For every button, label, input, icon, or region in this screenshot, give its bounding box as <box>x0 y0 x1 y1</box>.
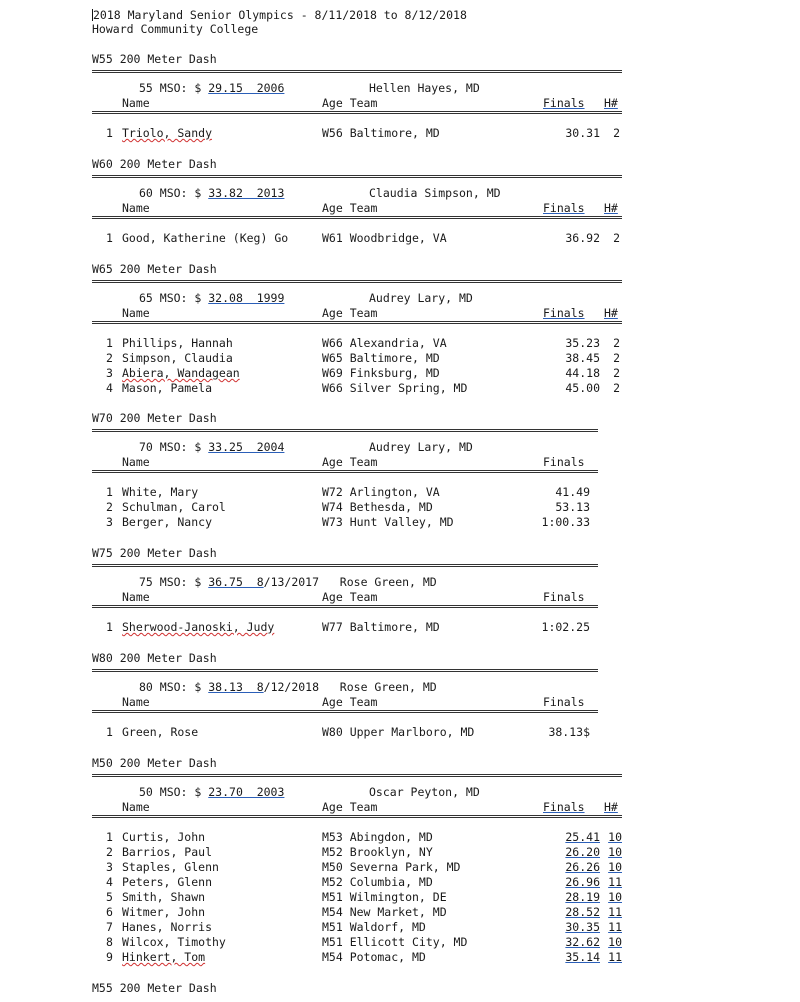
athlete-name: Schulman, Carol <box>122 500 226 514</box>
heat-number: 2 <box>613 351 620 365</box>
place-number: 8 <box>106 935 113 949</box>
record-value: 38.13 8 <box>208 680 264 694</box>
column-header-name: Name <box>122 201 150 215</box>
record-label: 80 MSO: $ <box>139 680 209 694</box>
column-header-heat: H# <box>604 800 618 814</box>
record-line <box>139 186 284 200</box>
place-number: 1 <box>106 725 113 739</box>
event-title: W70 200 Meter Dash <box>92 411 217 425</box>
column-header-heat: H# <box>604 96 618 110</box>
place-number: 1 <box>106 126 113 140</box>
athlete-age-team: M51 Wilmington, DE <box>322 890 447 904</box>
athlete-name: Phillips, Hannah <box>122 336 233 350</box>
athlete-age-team: W74 Bethesda, MD <box>322 500 433 514</box>
finals-time: 38.13$ <box>548 725 590 739</box>
column-header-age-team: Age Team <box>322 590 378 604</box>
column-header-finals: Finals <box>543 590 585 604</box>
place-number: 4 <box>106 875 113 889</box>
record-holder: Audrey Lary, MD <box>369 440 473 454</box>
event-title: W60 200 Meter Dash <box>92 157 217 171</box>
separator-line <box>92 470 598 473</box>
separator-line <box>92 564 598 567</box>
heat-number: 10 <box>608 890 622 904</box>
athlete-name: Hinkert, Tom <box>122 950 206 964</box>
finals-time: 26.96 <box>565 875 600 889</box>
column-header-name: Name <box>122 306 150 320</box>
separator-line <box>92 216 622 219</box>
event-title: W55 200 Meter Dash <box>92 52 217 66</box>
column-header-heat: H# <box>604 306 618 320</box>
heat-number: 11 <box>608 920 622 934</box>
record-value: 32.08 1999 <box>208 291 285 305</box>
athlete-age-team: W66 Silver Spring, MD <box>322 381 468 395</box>
separator-line <box>92 815 622 818</box>
column-header-finals: Finals <box>543 695 585 709</box>
record-value: 33.82 2013 <box>208 186 285 200</box>
athlete-age-team: M52 Brooklyn, NY <box>322 845 433 859</box>
column-header-name: Name <box>122 590 150 604</box>
place-number: 2 <box>106 500 113 514</box>
column-header-finals: Finals <box>543 306 585 320</box>
record-holder: Audrey Lary, MD <box>369 291 473 305</box>
athlete-age-team: W73 Hunt Valley, MD <box>322 515 454 529</box>
record-value: 23.70 2003 <box>208 785 285 799</box>
record-line <box>139 785 284 799</box>
place-number: 1 <box>106 620 113 634</box>
athlete-name: Curtis, John <box>122 830 206 844</box>
heat-number: 2 <box>613 126 620 140</box>
athlete-age-team: M51 Waldorf, MD <box>322 920 426 934</box>
column-header-finals: Finals <box>543 96 585 110</box>
athlete-name: Witmer, John <box>122 905 206 919</box>
record-value: 29.15 2006 <box>208 81 285 95</box>
heat-number: 10 <box>608 830 622 844</box>
separator-line <box>92 710 598 713</box>
athlete-name: Good, Katherine (Keg) Go <box>122 231 289 245</box>
place-number: 3 <box>106 515 113 529</box>
athlete-age-team: M51 Ellicott City, MD <box>322 935 468 949</box>
record-label: 65 MSO: $ <box>139 291 209 305</box>
record-label: 75 MSO: $ <box>139 575 209 589</box>
athlete-name: Wilcox, Timothy <box>122 935 226 949</box>
event-title: M50 200 Meter Dash <box>92 756 217 770</box>
record-holder: Claudia Simpson, MD <box>369 186 501 200</box>
athlete-name: Abiera, Wandagean <box>122 366 240 380</box>
athlete-age-team: M54 New Market, MD <box>322 905 447 919</box>
next-event-title: M55 200 Meter Dash <box>92 981 217 995</box>
athlete-age-team: W69 Finksburg, MD <box>322 366 440 380</box>
place-number: 1 <box>106 336 113 350</box>
place-number: 3 <box>106 860 113 874</box>
record-date-holder: /13/2017 Rose Green, MD <box>263 575 437 589</box>
separator-line <box>92 321 622 324</box>
place-number: 7 <box>106 920 113 934</box>
athlete-age-team: W80 Upper Marlboro, MD <box>322 725 475 739</box>
event-title: W65 200 Meter Dash <box>92 262 217 276</box>
record-label: 50 MSO: $ <box>139 785 209 799</box>
venue-name: Howard Community College <box>92 22 259 36</box>
separator-line <box>92 429 598 432</box>
column-header-age-team: Age Team <box>322 800 378 814</box>
finals-time: 25.41 <box>565 830 600 844</box>
athlete-age-team: W65 Baltimore, MD <box>322 351 440 365</box>
separator-line <box>92 280 622 283</box>
athlete-name: Staples, Glenn <box>122 860 219 874</box>
finals-time: 28.52 <box>565 905 600 919</box>
record-line <box>139 81 284 95</box>
record-value: 33.25 2004 <box>208 440 285 454</box>
athlete-name: Green, Rose <box>122 725 199 739</box>
heat-number: 11 <box>608 875 622 889</box>
athlete-age-team: M52 Columbia, MD <box>322 875 433 889</box>
athlete-name: Triolo, Sandy <box>122 126 213 140</box>
place-number: 1 <box>106 830 113 844</box>
athlete-age-team: W72 Arlington, VA <box>322 485 440 499</box>
column-header-age-team: Age Team <box>322 201 378 215</box>
record-line <box>139 575 437 589</box>
athlete-name: Smith, Shawn <box>122 890 206 904</box>
finals-time: 44.18 <box>565 366 600 380</box>
athlete-name: Berger, Nancy <box>122 515 213 529</box>
column-header-age-team: Age Team <box>322 306 378 320</box>
athlete-name: Hanes, Norris <box>122 920 213 934</box>
record-line <box>139 440 284 454</box>
heat-number: 11 <box>608 905 622 919</box>
place-number: 9 <box>106 950 113 964</box>
heat-number: 10 <box>608 845 622 859</box>
finals-time: 30.31 <box>565 126 600 140</box>
finals-time: 28.19 <box>565 890 600 904</box>
place-number: 1 <box>106 231 113 245</box>
finals-time: 32.62 <box>565 935 600 949</box>
athlete-age-team: M54 Potomac, MD <box>322 950 426 964</box>
column-header-finals: Finals <box>543 455 585 469</box>
record-value: 36.75 8 <box>208 575 264 589</box>
record-label: 55 MSO: $ <box>139 81 209 95</box>
athlete-name: Barrios, Paul <box>122 845 213 859</box>
record-holder: Hellen Hayes, MD <box>369 81 480 95</box>
separator-line <box>92 669 598 672</box>
finals-time: 35.23 <box>565 336 600 350</box>
column-header-age-team: Age Team <box>322 455 378 469</box>
column-header-name: Name <box>122 455 150 469</box>
athlete-name: Sherwood-Janoski, Judy <box>122 620 275 634</box>
finals-time: 36.92 <box>565 231 600 245</box>
heat-number: 10 <box>608 935 622 949</box>
heat-number: 2 <box>613 231 620 245</box>
place-number: 3 <box>106 366 113 380</box>
record-label: 70 MSO: $ <box>139 440 209 454</box>
place-number: 2 <box>106 351 113 365</box>
athlete-name: Simpson, Claudia <box>122 351 233 365</box>
finals-time: 30.35 <box>565 920 600 934</box>
column-header-finals: Finals <box>543 201 585 215</box>
column-header-name: Name <box>122 695 150 709</box>
separator-line <box>92 70 622 73</box>
athlete-age-team: W77 Baltimore, MD <box>322 620 440 634</box>
record-label: 60 MSO: $ <box>139 186 209 200</box>
finals-time: 41.49 <box>555 485 590 499</box>
heat-number: 10 <box>608 860 622 874</box>
athlete-age-team: W56 Baltimore, MD <box>322 126 440 140</box>
event-title: W80 200 Meter Dash <box>92 651 217 665</box>
separator-line <box>92 111 622 114</box>
column-header-name: Name <box>122 800 150 814</box>
finals-time: 45.00 <box>565 381 600 395</box>
finals-time: 26.26 <box>565 860 600 874</box>
place-number: 1 <box>106 485 113 499</box>
record-line <box>139 680 437 694</box>
column-header-age-team: Age Team <box>322 695 378 709</box>
athlete-age-team: W61 Woodbridge, VA <box>322 231 447 245</box>
athlete-name: Mason, Pamela <box>122 381 213 395</box>
heat-number: 2 <box>613 366 620 380</box>
heat-number: 2 <box>613 336 620 350</box>
column-header-name: Name <box>122 96 150 110</box>
athlete-age-team: M50 Severna Park, MD <box>322 860 461 874</box>
athlete-name: White, Mary <box>122 485 199 499</box>
separator-line <box>92 605 598 608</box>
column-header-age-team: Age Team <box>322 96 378 110</box>
record-date-holder: /12/2018 Rose Green, MD <box>263 680 437 694</box>
athlete-name: Peters, Glenn <box>122 875 213 889</box>
heat-number: 2 <box>613 381 620 395</box>
heat-number: 11 <box>608 950 622 964</box>
separator-line <box>92 774 622 777</box>
column-header-finals: Finals <box>543 800 585 814</box>
event-title: W75 200 Meter Dash <box>92 546 217 560</box>
record-line <box>139 291 284 305</box>
column-header-heat: H# <box>604 201 618 215</box>
place-number: 2 <box>106 845 113 859</box>
record-holder: Oscar Peyton, MD <box>369 785 480 799</box>
finals-time: 35.14 <box>565 950 600 964</box>
finals-time: 38.45 <box>565 351 600 365</box>
separator-line <box>92 175 622 178</box>
place-number: 6 <box>106 905 113 919</box>
finals-time: 1:02.25 <box>541 620 590 634</box>
document-title: 2018 Maryland Senior Olympics - 8/11/2018 to 8/12/2018 <box>93 8 467 22</box>
finals-time: 1:00.33 <box>541 515 590 529</box>
athlete-age-team: M53 Abingdon, MD <box>322 830 433 844</box>
athlete-age-team: W66 Alexandria, VA <box>322 336 447 350</box>
place-number: 4 <box>106 381 113 395</box>
finals-time: 26.20 <box>565 845 600 859</box>
finals-time: 53.13 <box>555 500 590 514</box>
place-number: 5 <box>106 890 113 904</box>
